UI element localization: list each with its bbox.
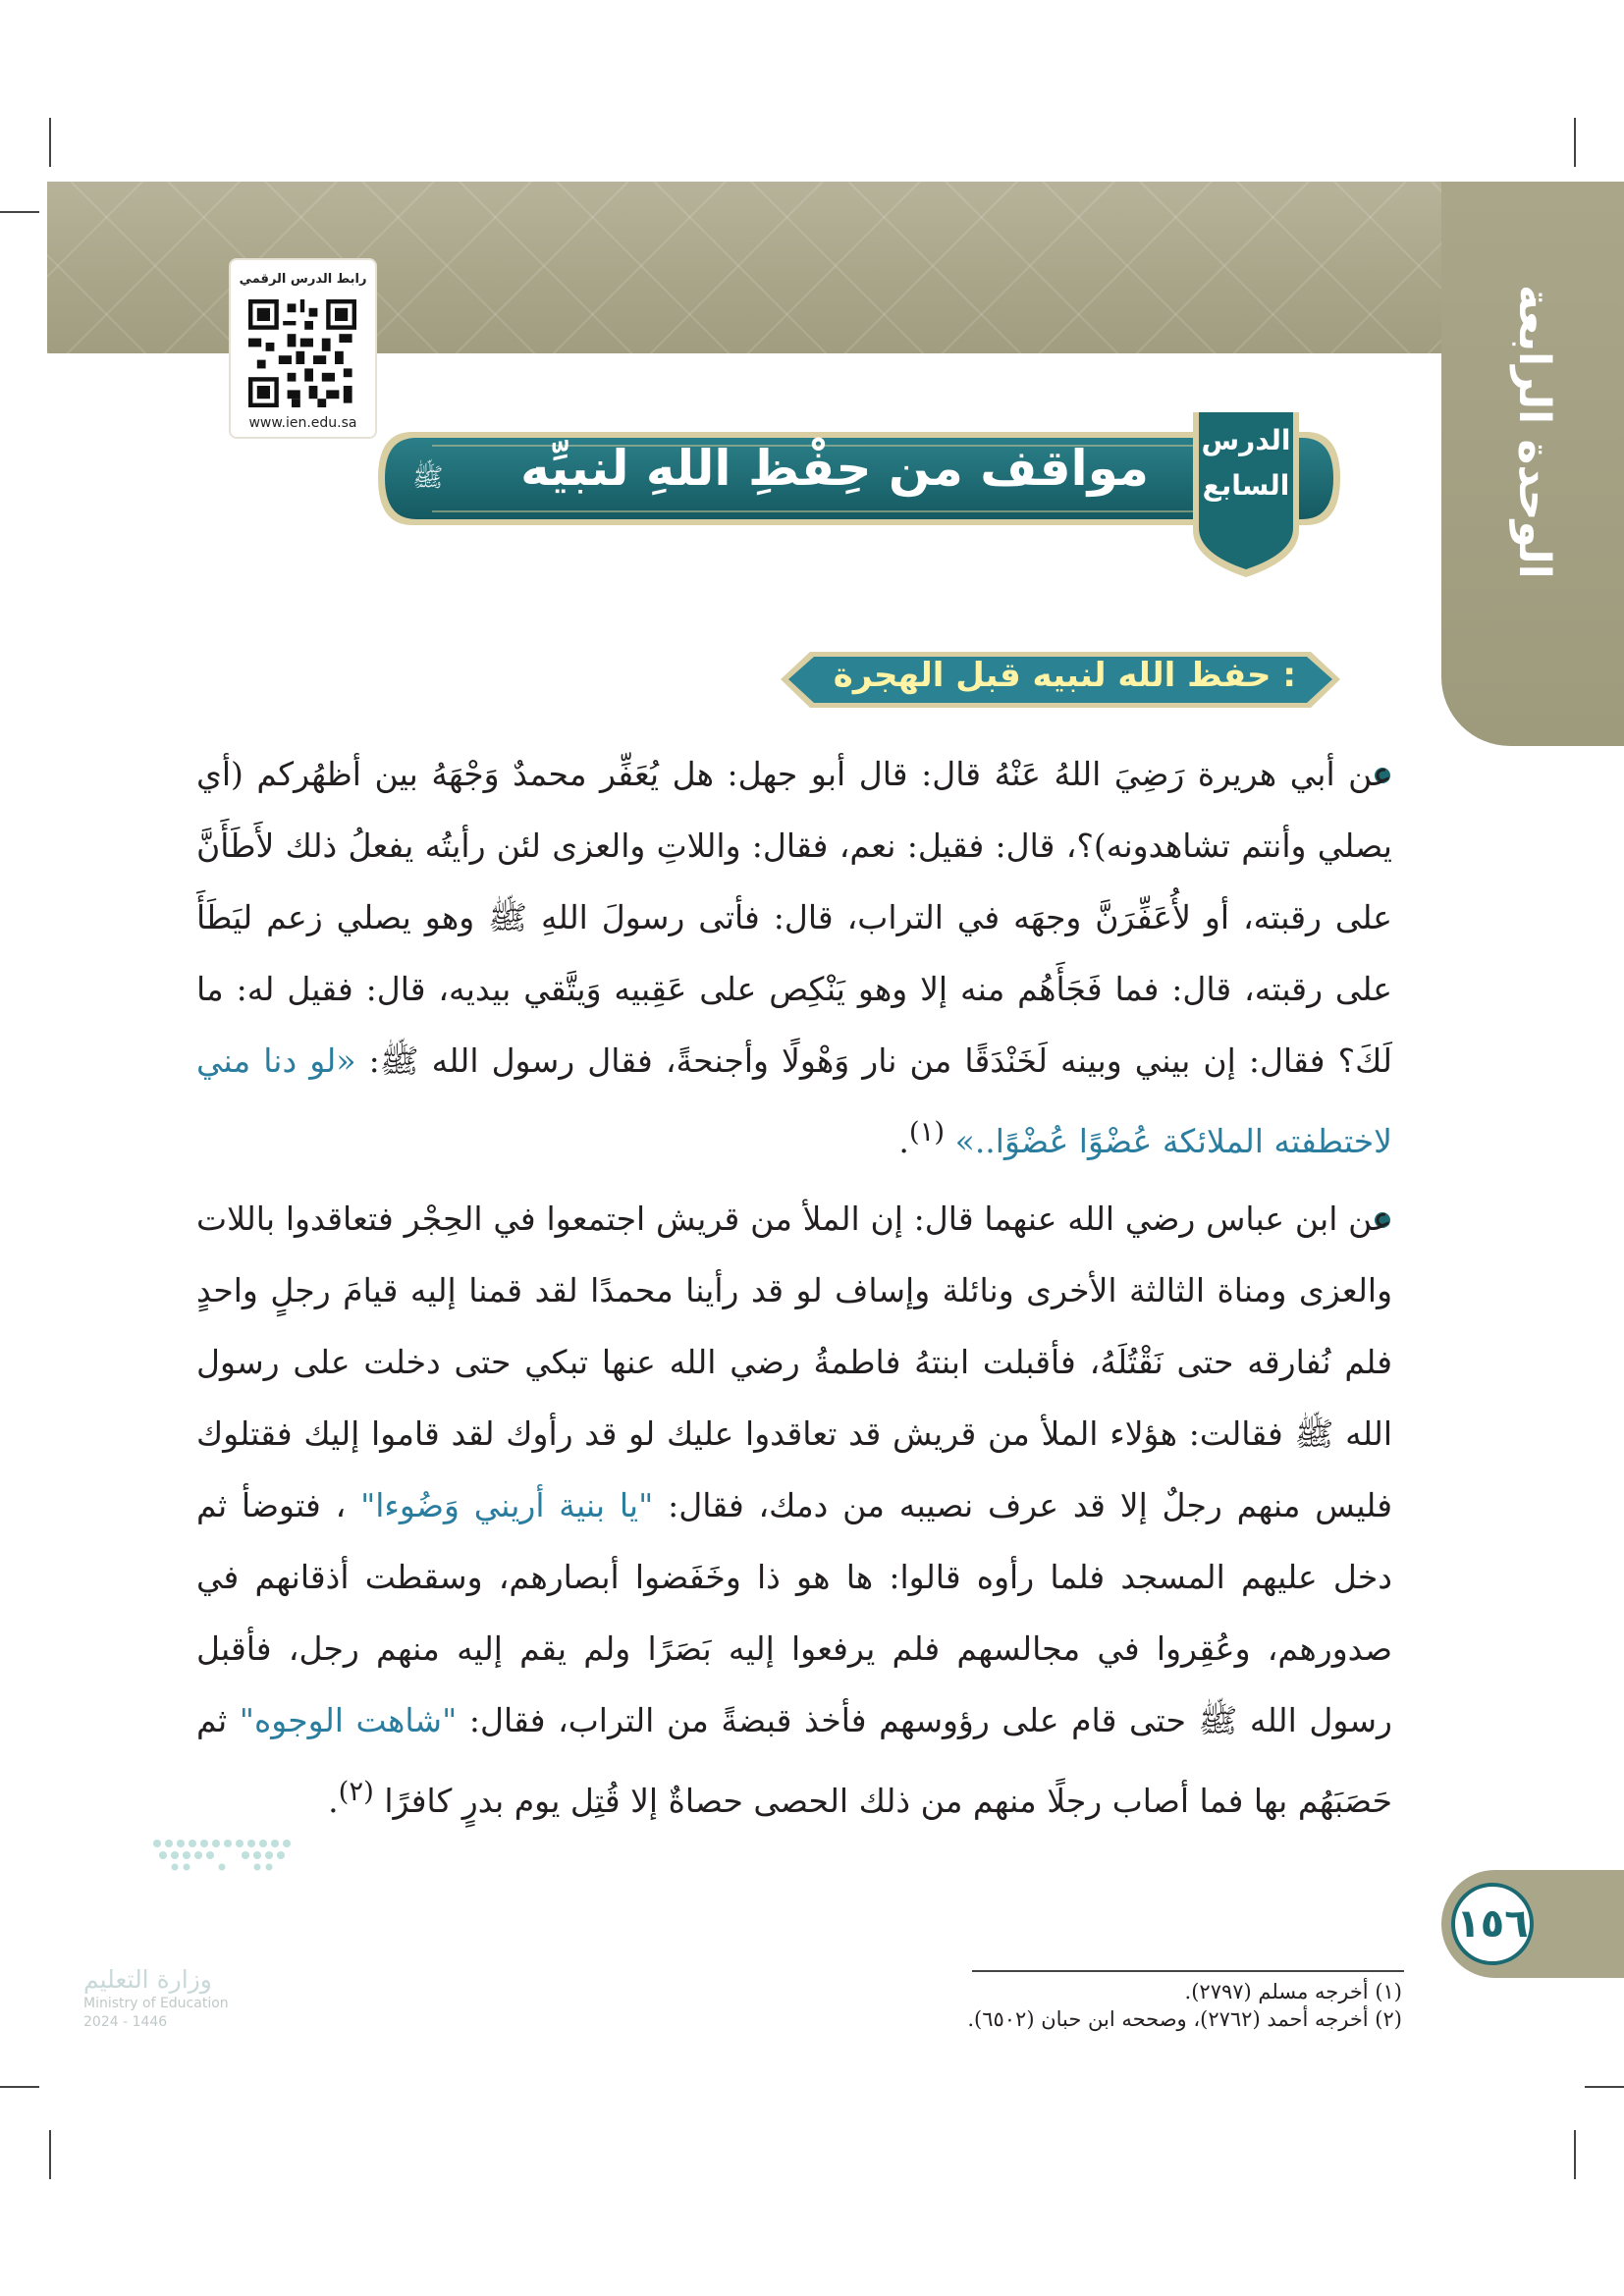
prophet-quote: «لو دنا مني لاختطفته الملائكة عُضْوًا عُضْوًا..» [196, 1041, 1392, 1160]
paragraph-text: عن أبي هريرة رَضِيَ اللهُ عَنْهُ قال: قال أبو جهل: هل يُعَفِّر محمدٌ وَجْهَهُ بين أظهُركم (أي يصلي وأنتم تشاهدونه)؟، قال: فقيل: نعم، فقال: واللاتِ والعزى لئن رأيتُه يفعلُ ذلك لأَطَأَنَّ على رقبته، أو لأُعَفِّرَنَّ وجهَه في التراب، قال: فأتى رسولَ اللهِ ﷺ وهو يصلي زعم ليَطَأَ على رقبته، قال: فما فَجَأَهُم منه إلا وهو يَنْكِص على عَقِبيه وَيتَّقي بيديه، قال: فقيل له: ما لَكَ؟ فقال: إن بيني وبينه لَخَنْدَقًا من نار وَهْولًا وأجنحةً، فقال رسول الله ﷺ: [196, 755, 1392, 1080]
ministry-name-ar: وزارة التعليم [83, 1965, 212, 1994]
crop-mark [0, 2086, 39, 2088]
punct: . [898, 1122, 909, 1160]
section-heading: حفظ الله لنبيه قبل الهجرة : [833, 656, 1296, 695]
footnote-2: (٢) أخرجه أحمد (٢٧٦٢)، وصححه ابن حبان (٦٥٠٢). [967, 2007, 1402, 2031]
crop-mark [0, 211, 39, 213]
qr-code-icon[interactable] [248, 299, 356, 407]
paragraph-text: عن ابن عباس رضي الله عنهما قال: إن الملأ من قريش اجتمعوا في الحِجْر فتعاقدوا باللات والعزى ومناة الثالثة الأخرى ونائلة وإساف لو قد رأينا محمدًا لقد قمنا إليه قيامَ رجلٍ واحدٍ فلم نُفارقه حتى نَقْتُلَهُ، فأقبلت ابنتهُ فاطمةُ رضي الله عنها تبكي حتى دخلت على رسول الله ﷺ فقالت: هؤلاء الملأ من قريش قد تعاقدوا عليك لو قد رأوك لقد قاموا إليك فقتلوك فليس منهم رجلٌ إلا قد عرف نصيبه من دمك، فقال: [196, 1200, 1393, 1524]
footnote-1: (١) أخرجه مسلم (٢٧٩٧). [1184, 1980, 1402, 2003]
punct: . [328, 1782, 339, 1820]
lesson-label: الدرس [1201, 424, 1291, 456]
qr-title: رابط الدرس الرقمي [239, 272, 367, 287]
footnote-divider [972, 1970, 1404, 1972]
title-honorific: ﷺ [412, 463, 444, 493]
lesson-title: مواقف من حِفْظِ اللهِ لنبيِّه [520, 440, 1149, 497]
page-number: ١٥٦ [1451, 1883, 1534, 1965]
footnote-ref[interactable]: (١) [908, 1116, 946, 1148]
prophet-quote: "شاهت الوجوه" [239, 1701, 458, 1739]
qr-code-card[interactable] [231, 260, 375, 437]
crop-mark [49, 2130, 51, 2179]
paragraph-text: ثم حَصَبَهُم بها فما أصاب رجلًا منهم من ذلك الحصى حصاةٌ إلا قُتِل يوم بدرٍ كافرًا [196, 1701, 1392, 1820]
ministry-name-en: Ministry of Education [83, 1996, 229, 2011]
qr-url[interactable]: www.ien.edu.sa [248, 415, 357, 431]
crop-mark [49, 118, 51, 167]
ministry-logo-icon [147, 1834, 304, 1893]
crop-mark [1574, 2130, 1576, 2179]
ministry-year: 2024 - 1446 [83, 2014, 168, 2030]
unit-label: الوحدة الرابعة [1509, 285, 1559, 579]
crop-mark [1585, 2086, 1624, 2088]
paragraph-text: ، فتوضأ ثم دخل عليهم المسجد فلما رأوه قالوا: ها هو ذا وخَفَضوا أبصارهم، وسقطت أذقانهم في صدورهم، وعُقِروا في مجالسهم فلم يرفعوا إليه بَصَرًا ولم يقم إليه منهم رجل، فأقبل رسول الله ﷺ حتى قام على رؤوسهم فأخذ قبضةً من التراب، فقال: [196, 1486, 1392, 1739]
crop-mark [1574, 118, 1576, 167]
hadith-paragraph-2 [196, 1183, 1392, 1837]
lesson-ordinal: السابع [1202, 469, 1290, 502]
hadith-paragraph-1 [196, 738, 1392, 1177]
prophet-quote: "يا بنية أريني وَضُوءا" [360, 1486, 654, 1524]
footnote-ref[interactable]: (٢) [338, 1776, 374, 1807]
